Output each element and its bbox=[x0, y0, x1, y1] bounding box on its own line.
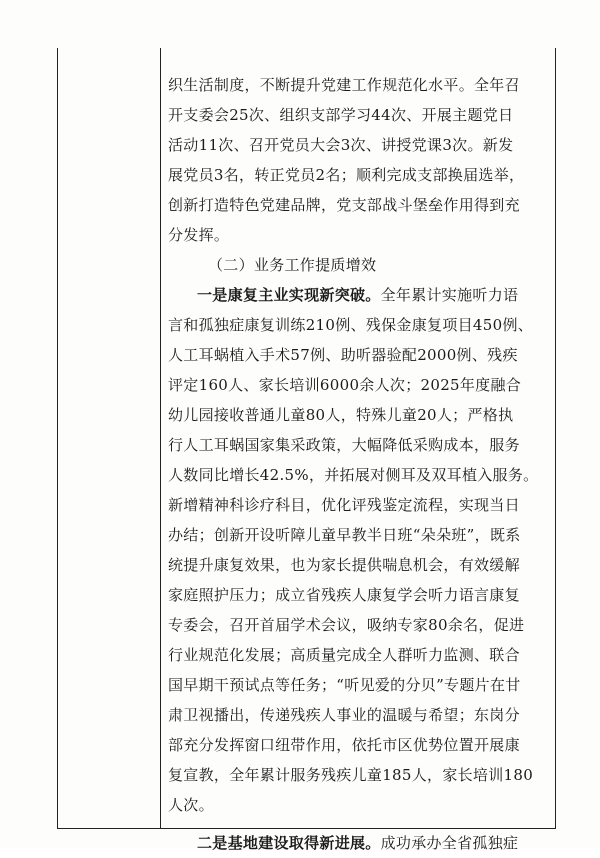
text-line: 织生活制度，不断提升党建工作规范化水平。全年召 bbox=[168, 76, 520, 94]
text-line: 活动11次、召开党员大会3次、讲授党课3次。新发 bbox=[168, 136, 514, 154]
text-line: 统提升康复效果，也为家长提供喘息机会，有效缓解 bbox=[168, 556, 520, 574]
text-line: 复宣教，全年累计服务残疾儿童185人，家长培训180 bbox=[168, 766, 534, 784]
table-content-cell bbox=[168, 70, 548, 858]
paragraph-lead-line bbox=[168, 280, 548, 310]
paragraph-lead-bold: 一是康复主业实现新突破。 bbox=[197, 286, 381, 304]
text-line: 专委会，召开首届学术会议，吸纳专家80余名，促进 bbox=[168, 616, 525, 634]
text-line: 新增精神科诊疗科目，优化评残鉴定流程，实现当日 bbox=[168, 496, 520, 514]
paragraph-lead-text: 全年累计实施听力语 bbox=[380, 286, 519, 304]
text-line: 办结；创新开设听障儿童早教半日班“朵朵班”，既系 bbox=[168, 526, 521, 544]
paragraph-gap bbox=[168, 820, 548, 828]
text-line: 部充分发挥窗口纽带作用，依托市区优势位置开展康 bbox=[168, 736, 520, 754]
text-line: 行人工耳蜗国家集采政策，大幅降低采购成本，服务 bbox=[168, 436, 520, 454]
text-line: 评定160人、家长培训6000余人次；2025年度融合 bbox=[168, 376, 522, 394]
paragraph-lead-text: 成功承办全省孤独症 bbox=[380, 834, 519, 852]
text-line: 行业规范化发展；高质量完成全人群听力监测、联合 bbox=[168, 646, 520, 664]
text-line: 开支委会25次、组织支部学习44次、开展主题党日 bbox=[168, 106, 514, 124]
text-line: 国早期干预试点等任务；“听见爱的分贝”专题片在甘 bbox=[168, 676, 521, 694]
text-line: 人工耳蜗植入手术57例、助听器验配2000例、残疾 bbox=[168, 346, 518, 364]
text-line: 肃卫视播出，传递残疾人事业的温暖与希望；东岗分 bbox=[168, 706, 520, 724]
section-heading: （二）业务工作提质增效 bbox=[208, 256, 377, 274]
paragraph-lead-bold: 二是基地建设取得新进展。 bbox=[197, 834, 381, 852]
text-line: 创新打造特色党建品牌，党支部战斗堡垒作用得到充 bbox=[168, 196, 520, 214]
text-line: 言和孤独症康复训练210例、残保金康复项目450例、 bbox=[168, 316, 534, 334]
text-line: 幼儿园接收普通儿童80人，特殊儿童20人；严格执 bbox=[168, 406, 514, 424]
paragraph-lead-line bbox=[168, 828, 548, 858]
table-column-divider bbox=[160, 48, 161, 828]
text-line: 人数同比增长42.5%，并拓展对侧耳及双耳植入服务。 bbox=[168, 466, 539, 484]
text-line: 展党员3名，转正党员2名；顺利完成支部换届选举， bbox=[168, 166, 525, 184]
text-line: 家庭照护压力；成立省残疾人康复学会听力语言康复 bbox=[168, 586, 520, 604]
text-line: 分发挥。 bbox=[168, 226, 230, 244]
text-line: 人次。 bbox=[168, 796, 214, 814]
